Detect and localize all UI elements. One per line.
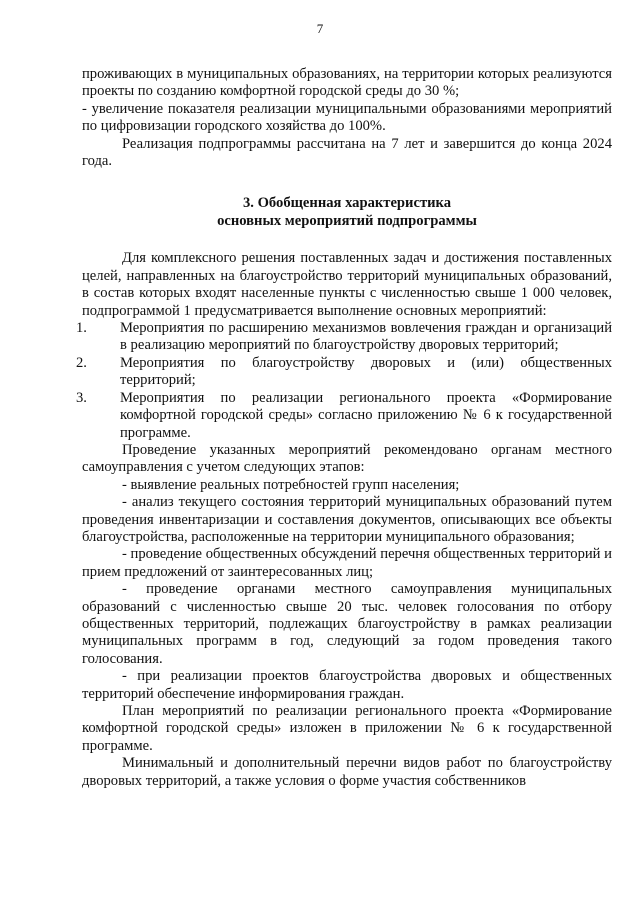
list-item-number: 2. (76, 354, 87, 371)
stage-item: - проведение общественных обсуждений перечня общественных территорий и прием предложений от заинтересованных лиц; (82, 546, 612, 580)
measures-list (76, 320, 612, 442)
paragraph-duration: Реализация подпрограммы рассчитана на 7 лет и завершится до конца 2024 года. (82, 135, 612, 170)
section-heading-line2: основных мероприятий подпрограммы (217, 213, 477, 230)
list-item-text: Мероприятия по благоустройству дворовых и (или) общественных территорий; (120, 354, 612, 389)
stage-item: - выявление реальных потребностей групп населения; (122, 476, 460, 493)
paragraph-stages-intro: Проведение указанных мероприятий рекомендовано органам местного самоуправления с учетом следующих этапов: (82, 441, 612, 476)
section-heading-line1: 3. Обобщенная характеристика (242, 195, 452, 212)
spacer (82, 170, 612, 194)
list-item (76, 389, 612, 442)
paragraph-intro: Для комплексного решения поставленных задач и достижения поставленных целей, направленных на благоустройство территорий муниципальных образований, в состав которых входят населенные пункты с численностью свыше 1 000 человек, подпрограммой 1 предусматривается выполнение основных мероприятий: (82, 250, 612, 319)
stage-item: - проведение органами местного самоуправления муниципальных образований с численностью свыше 20 тыс. человек голосования по отбору общественных территорий, подлежащих благоустройству в рамках реализации муниципальных программ в год, следующий за годом проведения такого голосования. (82, 581, 612, 667)
list-item-text: Мероприятия по расширению механизмов вовлечения граждан и организаций в реализацию мероприятий по благоустройству дворовых территорий; (120, 320, 612, 354)
paragraph-continuation: проживающих в муниципальных образованиях, на территории которых реализуются проекты по созданию комфортной городской среды до 30 %; (82, 66, 612, 100)
list-item-number: 1. (76, 320, 87, 337)
stage-item: - при реализации проектов благоустройства дворовых и общественных территорий обеспечение информирования граждан. (82, 668, 612, 702)
list-item-number: 3. (76, 389, 87, 406)
spacer (82, 230, 612, 250)
page-number: 7 (316, 21, 324, 36)
paragraph-plan: План мероприятий по реализации регионального проекта «Формирование комфортной городской среды» изложен в приложении № 6 к государственной программе. (82, 703, 612, 754)
paragraph-digitalization: - увеличение показателя реализации муниципальными образованиями мероприятий по цифровизации городского хозяйства до 100%. (82, 100, 612, 135)
list-item-text: Мероприятия по реализации регионального проекта «Формирование комфортной городской среды» согласно приложению № 6 к государственной программе. (120, 389, 612, 441)
list-item (76, 354, 612, 390)
paragraph-minimum-list: Минимальный и дополнительный перечни видов работ по благоустройству дворовых территорий, а также условия о форме участия собственников (82, 755, 612, 789)
page-content (76, 66, 612, 790)
list-item (76, 320, 612, 355)
stage-item: - анализ текущего состояния территорий муниципальных образований путем проведения инвентаризации и составления документов, описывающих все объекты благоустройства, расположенные на территории муниципального образования; (82, 494, 612, 545)
